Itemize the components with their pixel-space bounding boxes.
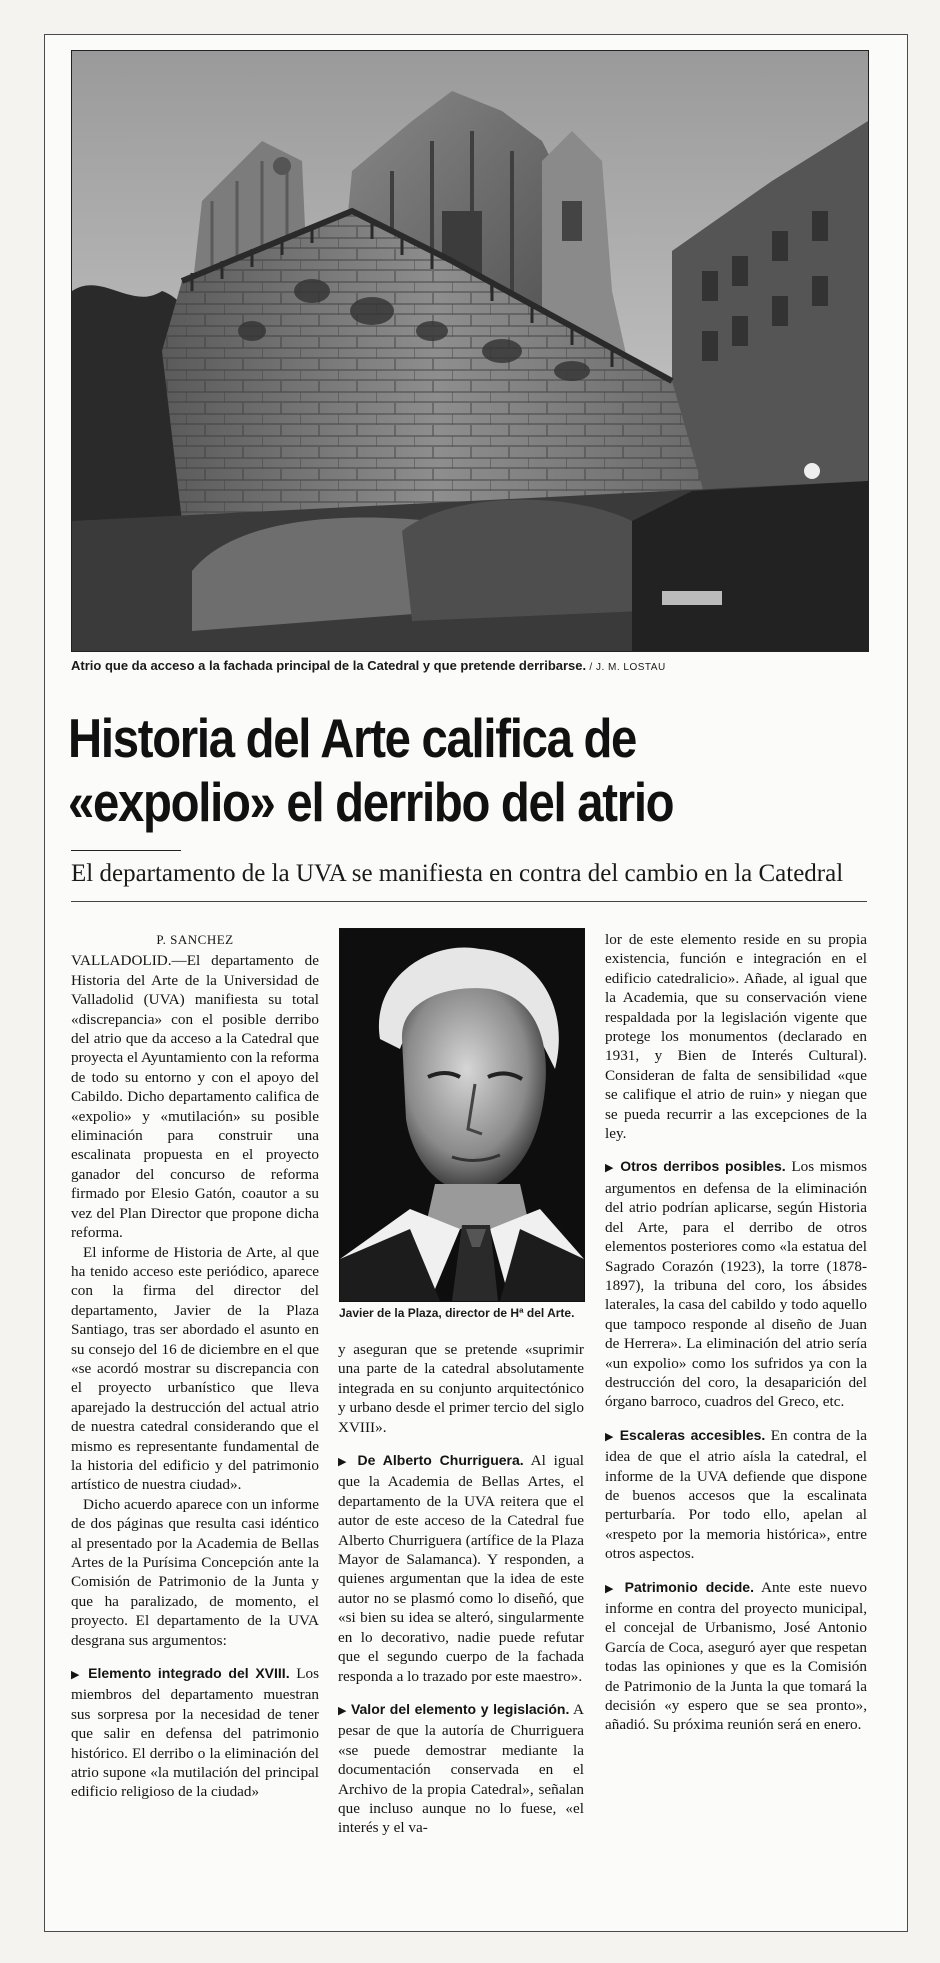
photo-caption-text: Atrio que da acceso a la fachada principal de la Catedral y que pretende derribarse. — [71, 658, 587, 673]
section-churriguera — [338, 1451, 584, 1686]
headline-rule — [71, 850, 181, 851]
paragraph: El informe de Historia de Arte, al que ha tenido acceso este periódico, aparece con la firma del director del departamento, Javier de la Plaza Santiago, tras ser abordado el asunto en su consejo del 16 de diciembre en el que «se acordó mostrar su discrepancia con el proyecto urbanístico que lleva aparejado la destrucción del actual atrio de nuestra catedral considerando que el mismo es representante fundamental de la historia del edificio y del patrimonio artístico de nuestra ciudad». — [71, 1243, 319, 1494]
lead-text: El departamento de Historia del Arte de la Universidad de Valladolid (UVA) manifiesta su total «discrepancia» con el posible derribo del atrio que da acceso a la Catedral que proyecta el Ayuntamiento con la reforma de todo su entorno y con el apoyo del Cabildo. Dicho departamento califica de «expolio» y «mutilación» su posible eliminación para construir una escalinata propuesta en el proyecto ganador del concurso de reforma firmado por Elesio Gatón, coautor a su vez del Plan Director que propone dicha reforma. — [71, 952, 319, 1242]
cathedral-photo — [71, 50, 869, 652]
article-column-3 — [605, 930, 867, 1735]
headline-line-2: «expolio» el derribo del atrio — [68, 771, 674, 833]
section-text: Al igual que la Academia de Bellas Artes, el departamento de la UVA reitera que el autor de este acceso de la Catedral fue Alberto Churriguera (artífice de la Plaza Mayor de Salamanca). Y responden, a quienes argumentan que la idea de este autor no se plasmó como lo diseñó, que «si bien su idea se alteró, singularmente en lo decorativo, nadie puede refutar que el segundo cuerpo de la fachada responda a lo trazado por este maestro». — [338, 1452, 584, 1685]
lead-paragraph — [71, 951, 319, 1242]
subtitle: El departamento de la UVA se manifiesta en contra del cambio en la Catedral — [71, 860, 844, 887]
section-text: Los miembros del departamento muestran sus sorpresa por la necesidad de tener que salir en defensa del patrimonio histórico. El derribo o la eliminación del atrio supone «la mutilación del principal edificio religioso de la ciudad» — [71, 1665, 319, 1801]
section-heading: ▶ De Alberto Churriguera. — [338, 1452, 524, 1468]
section-elemento-integrado — [71, 1664, 319, 1802]
photo-credit: / J. M. LOSTAU — [586, 662, 666, 673]
article-column-2 — [338, 1340, 584, 1838]
section-heading: ▶ Valor del elemento y legislación. — [338, 1701, 569, 1717]
section-patrimonio-decide — [605, 1578, 867, 1735]
subtitle-rule — [71, 901, 867, 902]
article-column-1 — [71, 930, 319, 1802]
portrait-photo — [339, 928, 585, 1302]
photo-caption — [71, 658, 867, 673]
section-heading: ▶ Elemento integrado del XVIII. — [71, 1665, 290, 1681]
section-heading: ▶ Escaleras accesibles. — [605, 1427, 765, 1443]
paragraph: y aseguran que se pretende «suprimir una parte de la catedral absolutamente integrada en su conjunto arquitectónico y urbano desde el primer tercio del siglo XVIII». — [338, 1341, 584, 1436]
section-text: Los mismos argumentos en defensa de la eliminación del atrio podrían aplicarse, según Historia del Arte, para el derribo de otros elementos posteriores como «la estatua del Sagrado Corazón (1923), la torre (1878-1897), la tribuna del coro, los ábsides laterales, la casa del cabildo y todo aquello que tampoco responde al diseño de Juan de Herrera». La eliminación del atrio sería «un expolio» como los sufridos ya con la destrucción del coro, la desaparición del órgano barroco, cuadros del Greco, etc. — [605, 1158, 867, 1411]
section-escaleras — [605, 1426, 867, 1564]
byline: P. SANCHEZ — [156, 932, 234, 947]
section-text: En contra de la idea de que el atrio aísla la catedral, el informe de la UVA defiende que dispone de buenos accesos que la escalinata perturbaría. Por todo ello, apelan al «respeto por la memoria histórica», entre otros aspectos. — [605, 1426, 867, 1563]
dateline: VALLADOLID.— — [71, 952, 187, 970]
section-text: A pesar de que la autoría de Churriguera «se puede demostrar mediante la documentación conservada en el Archivo de la propia Catedral», señalan que incluso aunque no lo fuese, «el interés y el va- — [338, 1700, 584, 1837]
section-text: Ante este nuevo informe en contra del proyecto municipal, el concejal de Urbanismo, José Antonio García de Coca, aseguró ayer que respetan todas las opiniones y que es la Comisión de Patrimonio de la Junta la que tomará la decisión «y espero que se sea pronto», añadió. Su próxima reunión será en enero. — [605, 1578, 867, 1734]
section-heading: ▶ Patrimonio decide. — [605, 1579, 754, 1595]
headline — [68, 706, 756, 834]
paragraph: Dicho acuerdo aparece con un informe de dos páginas que resulta casi idéntico al presentado por la Academia de Bellas Artes de la Purísima Concepción ante la Comisión de Patrimonio de la Junta y que ha paralizado, de momento, el proyecto. El departamento de la UVA desgrana sus argumentos: — [71, 1495, 319, 1649]
headline-line-1: Historia del Arte califica de — [68, 707, 637, 769]
section-otros-derribos — [605, 1157, 867, 1411]
portrait-caption: Javier de la Plaza, director de Hª del Arte. — [339, 1306, 575, 1320]
paragraph: lor de este elemento reside en su propia existencia, función e integración en el edificio catedralicio». Añade, al igual que la Academia, que su conservación viene respaldada por la legislación vigente que protege los monumentos (declarado en 1931, y Bien de Interés Cultural). Consideran de falta de sensibilidad «que se califique el atrio de ruin» y niegan que se pueda recurrir a las excepciones de la ley. — [605, 931, 867, 1143]
section-heading: ▶ Otros derribos posibles. — [605, 1158, 786, 1174]
section-valor-elemento — [338, 1700, 584, 1838]
